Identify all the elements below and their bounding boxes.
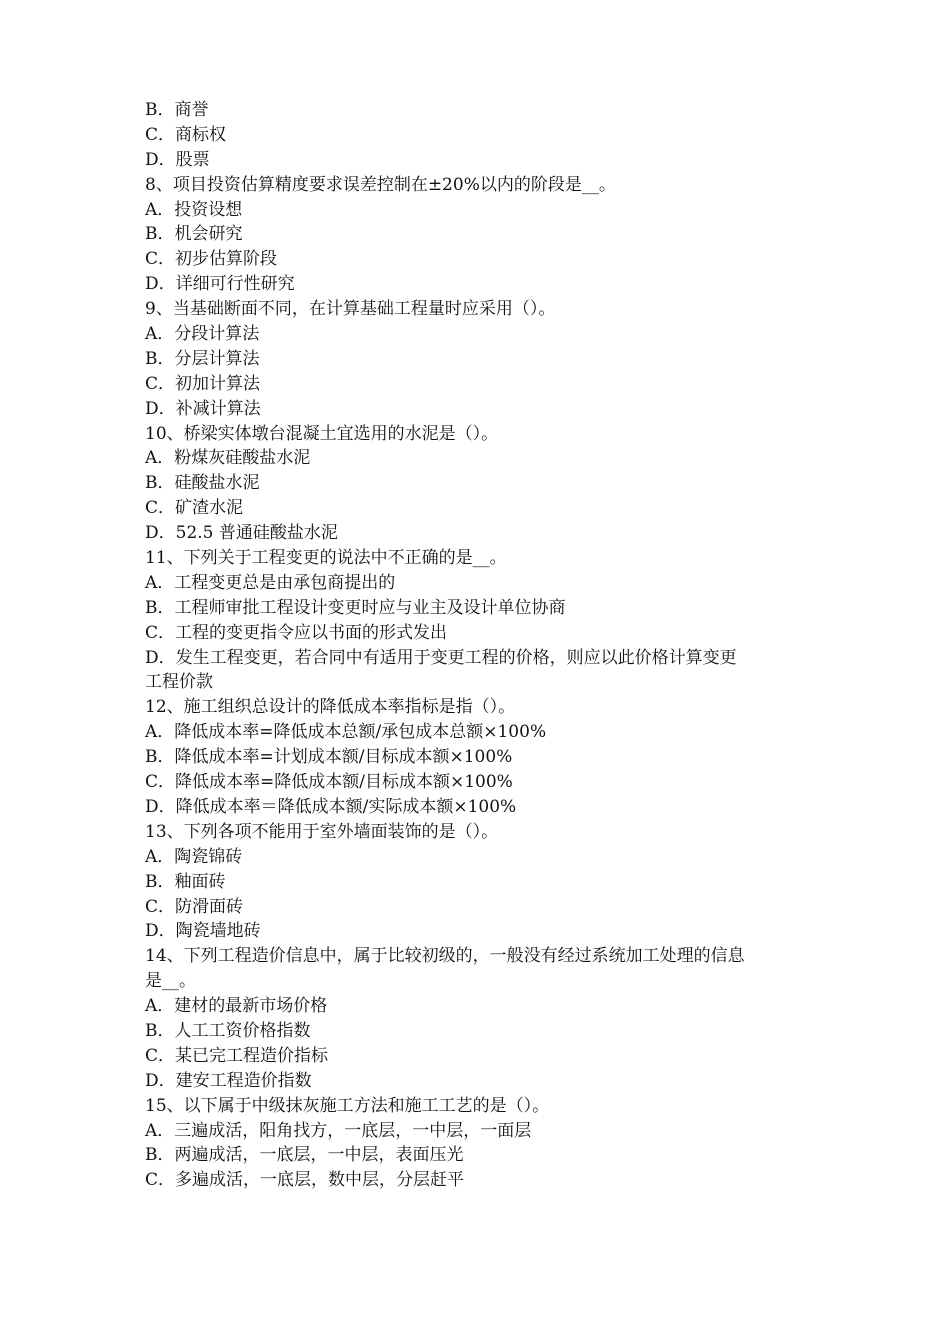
question-line: 8、项目投资估算精度要求误差控制在±20%以内的阶段是__。 <box>145 174 616 195</box>
question-line: 14、下列工程造价信息中，属于比较初级的，一般没有经过系统加工处理的信息 <box>145 946 745 967</box>
option-line: C．初步估算阶段 <box>145 249 278 270</box>
option-line: D．建安工程造价指数 <box>145 1070 312 1091</box>
option-line: B．商誉 <box>145 100 209 120</box>
option-line: A．粉煤灰硅酸盐水泥 <box>145 448 311 469</box>
option-line: A．降低成本率=降低成本总额/承包成本总额×100% <box>145 722 547 743</box>
option-line: B．机会研究 <box>145 224 243 245</box>
question-line-continued: 是__。 <box>145 971 196 992</box>
option-line: A．陶瓷锦砖 <box>145 846 243 867</box>
option-line: C．商标权 <box>145 124 227 145</box>
question-line: 10、桥梁实体墩台混凝土宜选用的水泥是（）。 <box>145 423 499 444</box>
question-line: 11、下列关于工程变更的说法中不正确的是__。 <box>145 548 507 569</box>
option-line: B．人工工资价格指数 <box>145 1020 311 1041</box>
option-line: C．初加计算法 <box>145 373 261 394</box>
option-line: C．某已完工程造价指标 <box>145 1045 329 1066</box>
question-line: 9、当基础断面不同，在计算基础工程量时应采用（）。 <box>145 299 556 320</box>
option-line: B．降低成本率=计划成本额/目标成本额×100% <box>145 747 513 768</box>
option-line: A．建材的最新市场价格 <box>145 996 328 1017</box>
option-line: B．分层计算法 <box>145 348 260 369</box>
option-line: C．防滑面砖 <box>145 896 244 917</box>
option-line: D．详细可行性研究 <box>145 274 295 295</box>
option-line: C．工程的变更指令应以书面的形式发出 <box>145 622 448 643</box>
question-line: 12、施工组织总设计的降低成本率指标是指（）。 <box>145 697 516 718</box>
exam-text-body <box>145 98 815 1193</box>
question-line: 15、以下属于中级抹灰施工方法和施工工艺的是（）。 <box>145 1095 550 1116</box>
option-line: A．工程变更总是由承包商提出的 <box>145 572 396 593</box>
option-line: D．陶瓷墙地砖 <box>145 921 261 942</box>
option-line: B．两遍成活，一底层，一中层，表面压光 <box>145 1145 464 1166</box>
option-line: D．股票 <box>145 149 210 170</box>
option-line: A．分段计算法 <box>145 324 260 345</box>
option-line-continued: 工程价款 <box>145 672 213 693</box>
question-line: 13、下列各项不能用于室外墙面装饰的是（）。 <box>145 821 499 842</box>
option-line: C．降低成本率=降低成本额/目标成本额×100% <box>145 772 513 793</box>
option-line: D．降低成本率＝降低成本额/实际成本额×100% <box>145 796 517 817</box>
option-line: C．矿渣水泥 <box>145 498 244 519</box>
option-line: B．工程师审批工程设计变更时应与业主及设计单位协商 <box>145 597 566 618</box>
option-line: C．多遍成活，一底层，数中层，分层赶平 <box>145 1170 465 1191</box>
option-line: A．三遍成活，阳角找方，一底层，一中层，一面层 <box>145 1120 532 1141</box>
option-line: D．52.5 普通硅酸盐水泥 <box>145 523 338 544</box>
option-line: A．投资设想 <box>145 199 243 220</box>
option-line: D．发生工程变更，若合同中有适用于变更工程的价格，则应以此价格计算变更 <box>145 647 737 668</box>
option-line: B．硅酸盐水泥 <box>145 473 260 494</box>
option-line: D．补减计算法 <box>145 398 261 419</box>
option-line: B．釉面砖 <box>145 871 226 892</box>
